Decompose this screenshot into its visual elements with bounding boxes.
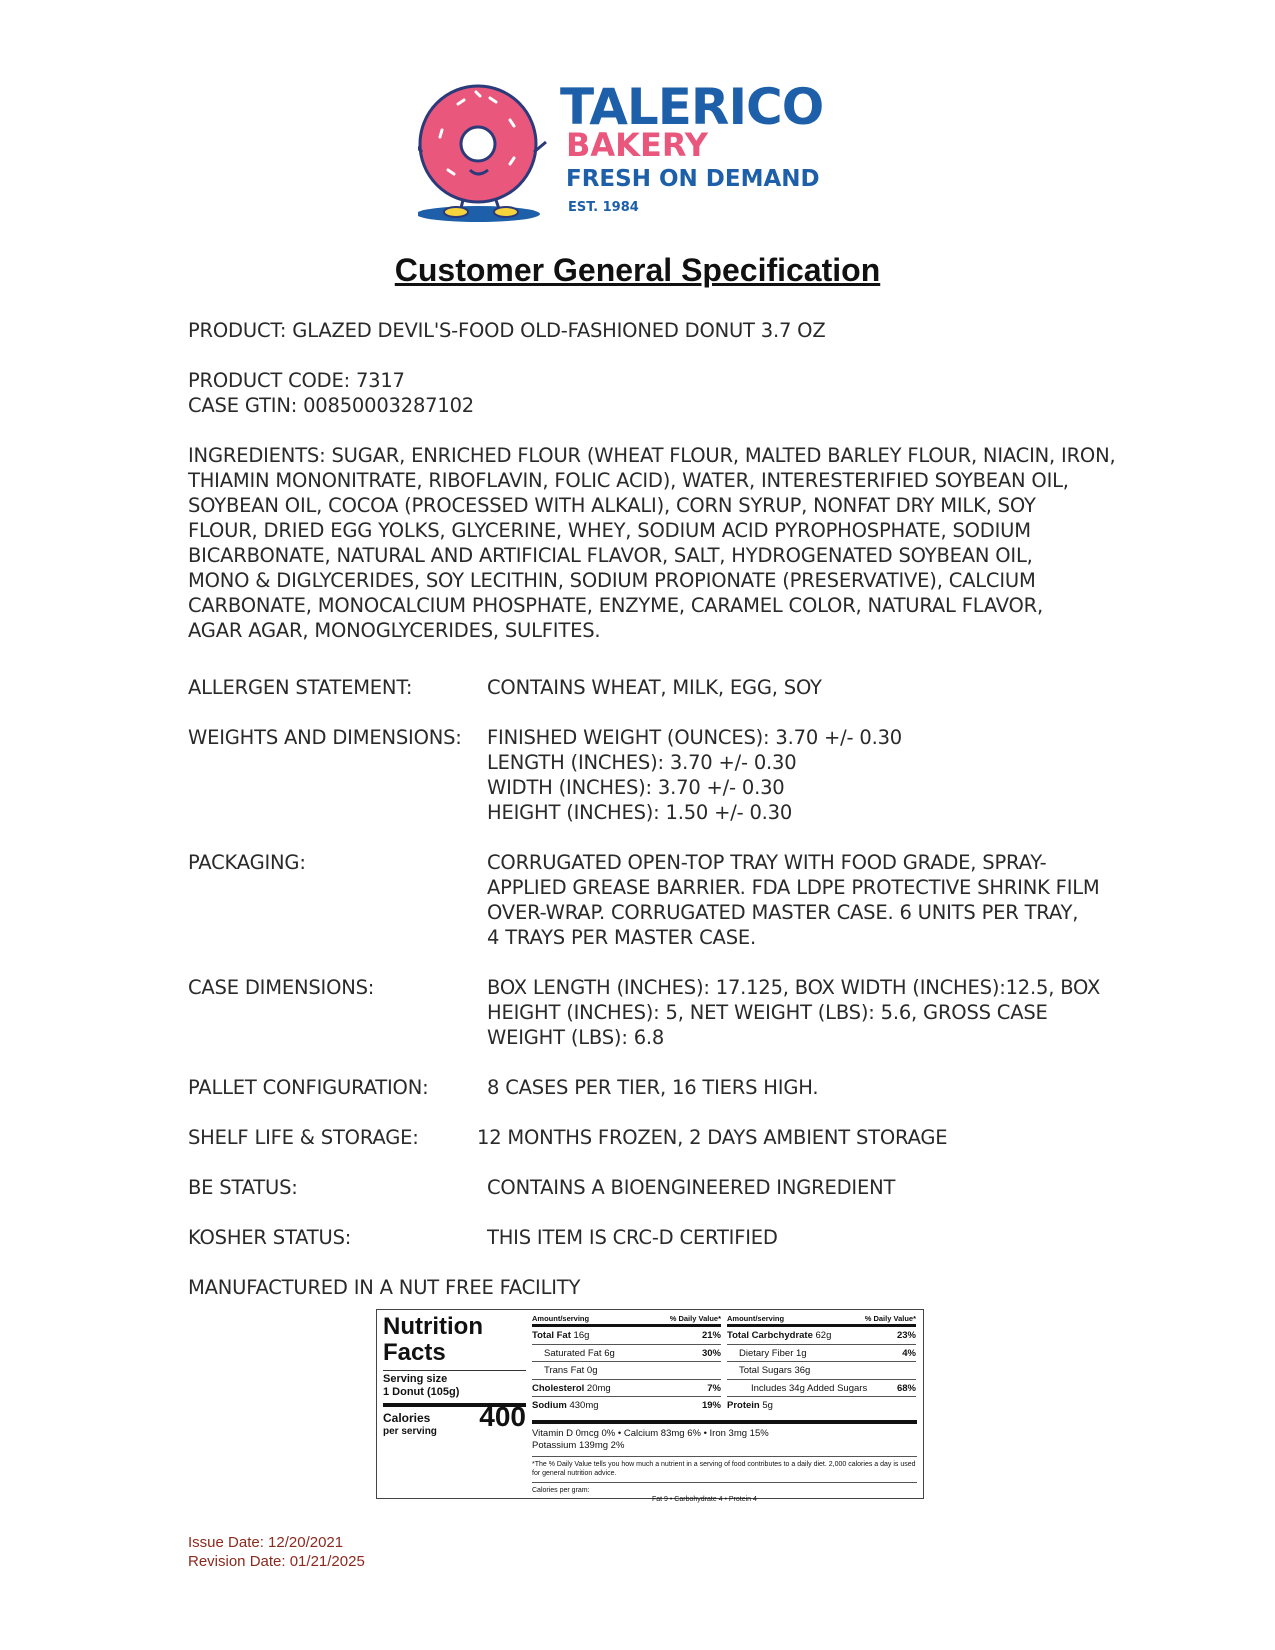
packaging-value: APPLIED GREASE BARRIER. FDA LDPE PROTECTIVE SHRINK FILM <box>487 876 1100 899</box>
nutrient-row: Cholesterol 20mg 7% <box>532 1380 721 1398</box>
calories-value: 400 <box>479 1401 526 1432</box>
nutrient-row: Protein 5g <box>727 1400 773 1411</box>
weights-label: WEIGHTS AND DIMENSIONS: <box>188 726 462 749</box>
weights-value: HEIGHT (INCHES): 1.50 +/- 0.30 <box>487 801 793 824</box>
kosher-label: KOSHER STATUS: <box>188 1226 352 1249</box>
pallet-value: 8 CASES PER TIER, 16 TIERS HIGH. <box>487 1076 819 1099</box>
packaging-value: 4 TRAYS PER MASTER CASE. <box>487 926 756 949</box>
ingredients-line: BICARBONATE, NATURAL AND ARTIFICIAL FLAVOR, SALT, HYDROGENATED SOYBEAN OIL, <box>188 544 1033 567</box>
be-status-value: CONTAINS A BIOENGINEERED INGREDIENT <box>487 1176 896 1199</box>
packaging-value: CORRUGATED OPEN-TOP TRAY WITH FOOD GRADE, SPRAY- <box>487 851 1047 874</box>
case-dimensions-value: WEIGHT (LBS): 6.8 <box>487 1026 665 1049</box>
page-title: Customer General Specification <box>394 252 881 288</box>
calories-sub: per serving <box>383 1426 437 1437</box>
calories-label: Calories <box>383 1411 431 1425</box>
logo-tagline: FRESH ON DEMAND <box>566 166 820 192</box>
ingredients-line: MONO & DIGLYCERIDES, SOY LECITHIN, SODIUM PROPIONATE (PRESERVATIVE), CALCIUM <box>188 569 1036 592</box>
calories-per-gram-values: Fat 9 • Carbohydrate 4 • Protein 4 <box>652 1496 757 1503</box>
logo-sub: BAKERY <box>566 126 708 164</box>
nutrient-row: Trans Fat 0g <box>532 1362 721 1380</box>
packaging-value: OVER-WRAP. CORRUGATED MASTER CASE. 6 UNITS PER TRAY, <box>487 901 1079 924</box>
case-dimensions-value: BOX LENGTH (INCHES): 17.125, BOX WIDTH (INCHES):12.5, BOX <box>487 976 1101 999</box>
ingredients-line: SOYBEAN OIL, COCOA (PROCESSED WITH ALKALI), CORN SYRUP, NONFAT DRY MILK, SOY <box>188 494 1036 517</box>
document-dates <box>188 1533 365 1571</box>
be-status-label: BE STATUS: <box>188 1176 298 1199</box>
kosher-value: THIS ITEM IS CRC-D CERTIFIED <box>487 1226 778 1249</box>
issue-date: Issue Date: 12/20/2021 <box>188 1534 344 1551</box>
case-dimensions-value: HEIGHT (INCHES): 5, NET WEIGHT (LBS): 5.6, GROSS CASE <box>487 1001 1048 1024</box>
bakery-logo <box>418 78 868 227</box>
ingredients-line: CARBONATE, MONOCALCIUM PHOSPHATE, ENZYME, CARAMEL COLOR, NATURAL FLAVOR, <box>188 594 1044 617</box>
case-gtin: CASE GTIN: 00850003287102 <box>188 394 474 417</box>
nut-free-statement: MANUFACTURED IN A NUT FREE FACILITY <box>188 1276 581 1299</box>
nutrient-column-left <box>532 1314 721 1414</box>
dv-header: % Daily Value* <box>669 1314 721 1323</box>
calories-per-gram-label: Calories per gram: <box>532 1482 917 1495</box>
weights-value: WIDTH (INCHES): 3.70 +/- 0.30 <box>487 776 785 799</box>
nutrient-row: Total Sugars 36g <box>727 1362 916 1380</box>
product-name: PRODUCT: GLAZED DEVIL'S-FOOD OLD-FASHIONED DONUT 3.7 OZ <box>188 319 826 342</box>
dv-header: % Daily Value* <box>864 1314 916 1323</box>
ingredients-line: AGAR AGAR, MONOGLYCERIDES, SULFITES. <box>188 619 601 642</box>
logo-brand: TALERICO <box>560 78 824 136</box>
pallet-label: PALLET CONFIGURATION: <box>188 1076 429 1099</box>
nutrition-title: Nutrition <box>383 1313 483 1340</box>
nutrition-facts-panel <box>376 1309 924 1503</box>
amount-header: Amount/serving <box>727 1314 785 1323</box>
weights-value: FINISHED WEIGHT (OUNCES): 3.70 +/- 0.30 <box>487 726 903 749</box>
revision-date: Revision Date: 01/21/2025 <box>188 1553 365 1570</box>
serving-size-value: 1 Donut (105g) <box>383 1386 460 1398</box>
amount-header: Amount/serving <box>532 1314 590 1323</box>
facts-title: Facts <box>383 1339 446 1366</box>
allergen-label: ALLERGEN STATEMENT: <box>188 676 413 699</box>
shelf-life-label: SHELF LIFE & STORAGE: <box>188 1126 419 1149</box>
vitamins-line: Vitamin D 0mcg 0% • Calcium 83mg 6% • Iron 3mg 15% <box>532 1428 769 1439</box>
serving-size-label: Serving size <box>383 1373 448 1385</box>
nutrient-row: Sodium 430mg 19% <box>532 1400 721 1411</box>
daily-value-footnote: *The % Daily Value tells you how much a nutrient in a serving of food contributes to a daily diet. 2,000 calories a day is used for general nutrition advice. <box>532 1456 917 1478</box>
product-code: PRODUCT CODE: 7317 <box>188 369 405 392</box>
case-dimensions-label: CASE DIMENSIONS: <box>188 976 375 999</box>
nutrient-row: Dietary Fiber 1g 4% <box>727 1345 916 1363</box>
packaging-label: PACKAGING: <box>188 851 306 874</box>
nutrition-bottom <box>532 1420 917 1504</box>
nutrient-column-right <box>727 1314 916 1414</box>
logo-est: EST. 1984 <box>568 200 639 215</box>
nutrient-row: Total Carbchydrate 62g 23% <box>727 1327 916 1345</box>
nutrient-row: Includes 34g Added Sugars 68% <box>727 1380 916 1398</box>
calories-block <box>383 1401 526 1438</box>
ingredients-line: THIAMIN MONONITRATE, RIBOFLAVIN, FOLIC ACID), WATER, INTERESTERIFIED SOYBEAN OIL, <box>188 469 1069 492</box>
ingredients-line: FLOUR, DRIED EGG YOLKS, GLYCERINE, WHEY, SODIUM ACID PYROPHOSPHATE, SODIUM <box>188 519 1031 542</box>
shelf-life-value: 12 MONTHS FROZEN, 2 DAYS AMBIENT STORAGE <box>477 1126 948 1149</box>
weights-value: LENGTH (INCHES): 3.70 +/- 0.30 <box>487 751 797 774</box>
ingredients <box>188 443 1116 643</box>
nutrient-row: Total Fat 16g 21% <box>532 1327 721 1345</box>
allergen-value: CONTAINS WHEAT, MILK, EGG, SOY <box>487 676 822 699</box>
nutrient-row: Saturated Fat 6g 30% <box>532 1345 721 1363</box>
potassium-line: Potassium 139mg 2% <box>532 1440 625 1451</box>
ingredients-line: INGREDIENTS: SUGAR, ENRICHED FLOUR (WHEAT FLOUR, MALTED BARLEY FLOUR, NIACIN, IRON, <box>188 444 1116 467</box>
